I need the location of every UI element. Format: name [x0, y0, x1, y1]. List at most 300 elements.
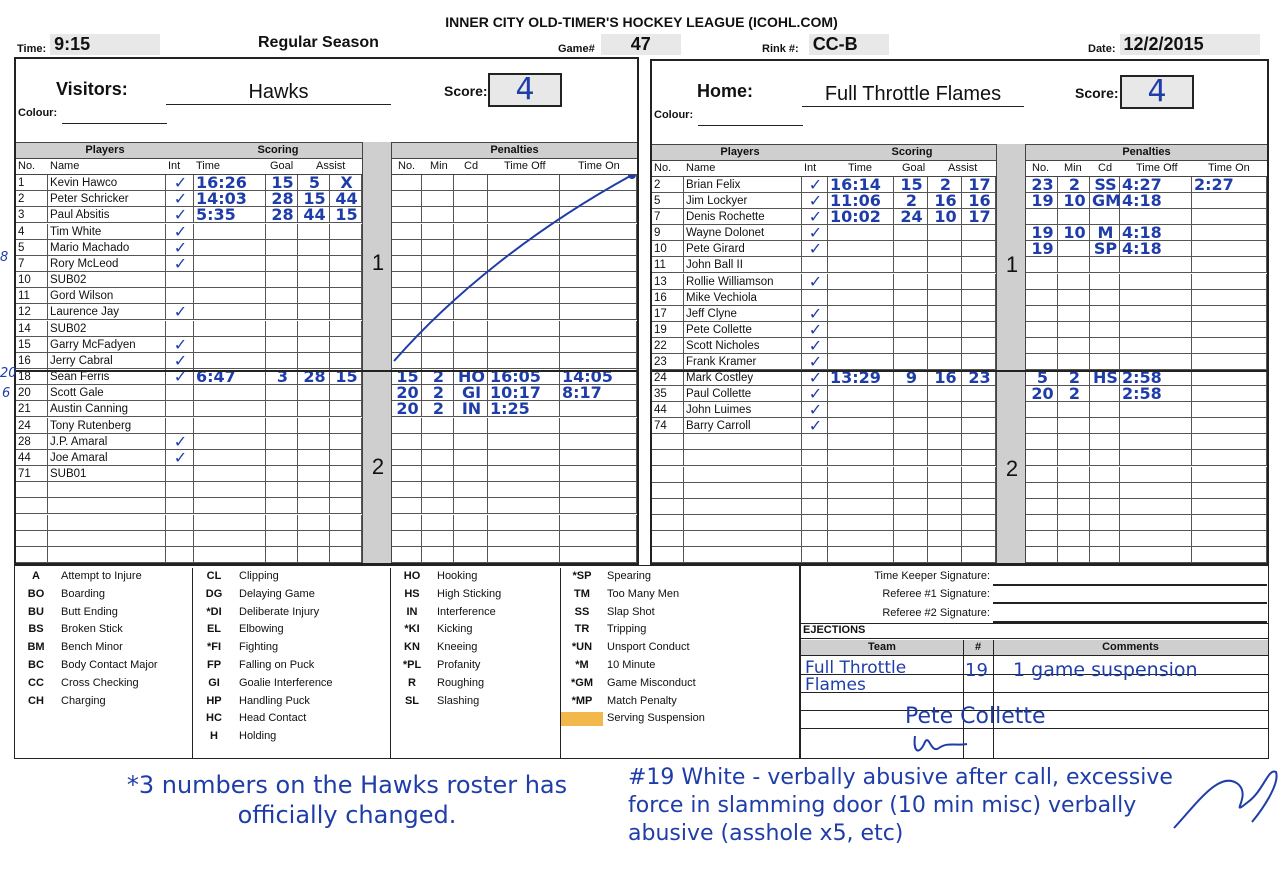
visitors-no-cell: 24: [16, 418, 48, 434]
home-assist2-cell: 23: [962, 370, 996, 386]
home-assist2-cell: [962, 402, 996, 418]
visitors-assist1-cell: [298, 450, 330, 466]
home-time-cell: 13:29: [828, 370, 894, 386]
legend-text: Profanity: [437, 658, 481, 671]
home-goal-cell: 15: [894, 177, 928, 193]
legend-text: Goalie Interference: [239, 676, 333, 689]
home-int-cell: ✓: [802, 225, 828, 241]
visitors-goal-cell: 3: [266, 369, 298, 385]
visitors-goal-cell: [266, 482, 298, 498]
visitors-goal-cell: [266, 304, 298, 320]
visitors-no-cell: [16, 482, 48, 498]
home-pen-cd-cell: [1090, 386, 1120, 402]
legend-code: *MP: [571, 694, 593, 707]
legend-text: Clipping: [239, 570, 279, 582]
home-no-cell: 74: [652, 418, 684, 434]
legend-col-3: [391, 568, 561, 758]
home-pen-cd-cell: [1090, 306, 1120, 322]
visitors-name-cell: [48, 515, 166, 531]
home-time-cell: [828, 290, 894, 306]
visitors-pen-no-cell: [392, 434, 422, 450]
table-row: [16, 498, 637, 514]
visitors-pen-no-cell: [392, 466, 422, 482]
legend-text: Deliberate Injury: [239, 605, 320, 618]
visitors-time-cell: [194, 304, 266, 320]
home-pen-min-cell: [1058, 483, 1090, 499]
legend-code: *SP: [572, 570, 592, 582]
legend-col-2: [193, 568, 391, 758]
legend-code: HP: [206, 694, 222, 707]
visitors-goal-cell: [266, 240, 298, 256]
visitors-assist2-cell: [330, 547, 362, 563]
visitors-no-cell: 5: [16, 240, 48, 256]
legend-code: KN: [404, 641, 420, 654]
home-int-cell: ✓: [802, 386, 828, 402]
legend-item: [193, 639, 390, 657]
home-assist2-cell: [962, 434, 996, 450]
visitors-assist2-cell: 15: [330, 207, 362, 223]
home-int-cell: ✓: [802, 193, 828, 209]
visitors-pen-cd-cell: [454, 450, 488, 466]
visitors-pen-cd-cell: HO: [454, 369, 488, 385]
home-assist1-cell: [928, 402, 962, 418]
home-pen-on-cell: [1192, 225, 1267, 241]
visitors-name-cell: Jerry Cabral: [48, 353, 166, 369]
visitors-name-cell: [48, 547, 166, 563]
table-row: [652, 225, 1267, 241]
home-name-cell: [684, 531, 802, 547]
visitors-no-cell: [16, 515, 48, 531]
table-row: [652, 450, 1267, 466]
table-row: [652, 483, 1267, 499]
home-time-cell: [828, 483, 894, 499]
visitors-no-cell: 11: [16, 288, 48, 304]
home-pen-no-cell: 19: [1026, 241, 1058, 257]
legend-col-4: [561, 568, 799, 758]
home-pen-off-cell: [1120, 515, 1192, 531]
home-name-cell: [684, 450, 802, 466]
home-assist1-cell: [928, 306, 962, 322]
visitors-assist1-cell: [298, 385, 330, 401]
home-no-cell: [652, 467, 684, 483]
home-pen-on-cell: [1192, 354, 1267, 370]
home-pen-min-cell: [1058, 499, 1090, 515]
home-assist1-cell: [928, 434, 962, 450]
visitors-time-cell: [194, 288, 266, 304]
home-pen-no-cell: [1026, 290, 1058, 306]
legend-code: GI: [208, 676, 220, 689]
home-assist2-cell: [962, 290, 996, 306]
home-int-cell: ✓: [802, 241, 828, 257]
home-assist2-cell: [962, 483, 996, 499]
home-pen-no-cell: 19: [1026, 225, 1058, 241]
visitors-int-cell: ✓: [166, 450, 194, 466]
home-int-col: Int: [804, 162, 817, 174]
legend-item: [193, 693, 390, 711]
home-pen-no-cell: [1026, 531, 1058, 547]
visitors-pen-cd-cell: IN: [454, 401, 488, 417]
visitors-pen-on-cell: [560, 450, 637, 466]
home-pen-off-cell: 4:18: [1120, 241, 1192, 257]
visitors-pen-off-cell: [488, 498, 560, 514]
legend-text: Tripping: [607, 623, 647, 636]
home-assist1-cell: [928, 483, 962, 499]
home-int-cell: [802, 467, 828, 483]
visitors-assist1-cell: [298, 547, 330, 563]
legend-text: Charging: [61, 694, 106, 707]
ejection-team: Full Throttle Flames: [805, 658, 907, 695]
home-assist2-cell: [962, 322, 996, 338]
home-assist1-cell: [928, 225, 962, 241]
visitors-int-cell: [166, 498, 194, 514]
visitors-time-cell: [194, 385, 266, 401]
home-pen-cd-cell: [1090, 531, 1120, 547]
ejections-team-col: Team: [868, 641, 896, 653]
home-pen-off-cell: [1120, 467, 1192, 483]
date-value: 12/2/2015: [1120, 34, 1260, 55]
home-pen-no-cell: [1026, 274, 1058, 290]
legend-code: BM: [27, 641, 45, 654]
visitors-name-cell: Tony Rutenberg: [48, 418, 166, 434]
home-pen-min-cell: [1058, 547, 1090, 563]
visitors-int-cell: [166, 547, 194, 563]
home-goal-cell: [894, 386, 928, 402]
home-name-cell: [684, 467, 802, 483]
home-header-band: [652, 144, 1267, 161]
visitors-no-cell: 71: [16, 466, 48, 482]
visitors-assist2-cell: [330, 434, 362, 450]
home-score: 4: [1120, 75, 1194, 109]
visitors-assist2-cell: [330, 321, 362, 337]
home-goal-cell: 2: [894, 193, 928, 209]
home-pen-min-cell: [1058, 531, 1090, 547]
home-time-cell: [828, 241, 894, 257]
home-pen-off-cell: 4:18: [1120, 193, 1192, 209]
home-pen-no-cell: [1026, 515, 1058, 531]
table-row: [652, 547, 1267, 563]
visitors-name-cell: J.P. Amaral: [48, 434, 166, 450]
visitors-assist2-cell: [330, 240, 362, 256]
table-row: [652, 434, 1267, 450]
legend-code: CL: [206, 570, 222, 582]
home-pen-min-cell: [1058, 290, 1090, 306]
visitors-no-cell: [16, 498, 48, 514]
visitors-assist2-cell: [330, 531, 362, 547]
home-panel: [650, 59, 1269, 565]
ejections-num-col: #: [974, 641, 982, 653]
home-goal-cell: [894, 257, 928, 273]
visitors-pen-off-cell: [488, 482, 560, 498]
visitors-goal-cell: [266, 531, 298, 547]
league-title: INNER CITY OLD-TIMER'S HOCKEY LEAGUE (ICOHL.COM): [445, 14, 838, 30]
home-goal-cell: [894, 322, 928, 338]
no-col: No.: [18, 160, 36, 172]
home-no-cell: 35: [652, 386, 684, 402]
home-goal-cell: [894, 338, 928, 354]
legend-text: Cross Checking: [61, 676, 139, 689]
visitors-goal-cell: 28: [266, 207, 298, 223]
goal-col: Goal: [270, 160, 294, 172]
home-int-cell: ✓: [802, 306, 828, 322]
visitors-name-cell: Scott Gale: [48, 385, 166, 401]
visitors-name-cell: Garry McFadyen: [48, 337, 166, 353]
visitors-no-cell: [16, 531, 48, 547]
home-pen-cd-cell: [1090, 274, 1120, 290]
home-time-cell: 16:14: [828, 177, 894, 193]
visitors-goal-cell: [266, 466, 298, 482]
ejection-signature-scribble: [911, 732, 971, 758]
legend-item: [561, 568, 799, 586]
table-row: [652, 499, 1267, 515]
home-pen-min-cell: [1058, 322, 1090, 338]
home-period-divider: [652, 370, 1267, 372]
legend-code: DG: [205, 587, 223, 600]
home-pen-off-cell: [1120, 483, 1192, 499]
margin-note-2: 20: [0, 366, 17, 381]
home-assist2-cell: [962, 547, 996, 563]
home-int-cell: ✓: [802, 402, 828, 418]
home-period-column: [996, 144, 1026, 563]
home-pen-min-cell: [1058, 306, 1090, 322]
visitors-goal-cell: [266, 385, 298, 401]
legend-code: EL: [206, 623, 222, 636]
visitors-pen-min-cell: 2: [422, 401, 454, 417]
note-misconduct: #19 White - verbally abusive after call, excessive force in slamming door (10 min misc) verbally abusive (asshole x5, etc): [628, 765, 1173, 846]
visitors-pen-cd-cell: GI: [454, 385, 488, 401]
home-pen-min-cell: [1058, 338, 1090, 354]
visitors-pen-cd-cell: [454, 434, 488, 450]
ejections-title: EJECTIONS: [801, 623, 1268, 639]
visitors-pen-off-cell: [488, 434, 560, 450]
home-assist1-cell: [928, 241, 962, 257]
legend-text: Kneeing: [437, 641, 478, 654]
home-pen-min-cell: [1058, 257, 1090, 273]
visitors-period-column: [362, 142, 392, 563]
home-assist1-cell: 10: [928, 209, 962, 225]
home-no-cell: 23: [652, 354, 684, 370]
home-pen-no-cell: 19: [1026, 193, 1058, 209]
visitors-assist1-cell: [298, 304, 330, 320]
time-label: Time:: [17, 43, 47, 55]
visitors-name-cell: Gord Wilson: [48, 288, 166, 304]
home-no-cell: [652, 547, 684, 563]
visitors-assist1-cell: 15: [298, 191, 330, 207]
home-int-cell: ✓: [802, 418, 828, 434]
period-2-label: 2: [371, 454, 385, 479]
home-pen-off-cell: [1120, 274, 1192, 290]
visitors-name-cell: Joe Amaral: [48, 450, 166, 466]
visitors-time-cell: [194, 482, 266, 498]
visitors-goal-cell: [266, 224, 298, 240]
home-no-cell: 10: [652, 241, 684, 257]
ejections-divider-2: [993, 640, 994, 758]
visitors-pen-on-cell: [560, 401, 637, 417]
legend-item: [15, 604, 192, 622]
legend-text: High Sticking: [437, 587, 502, 600]
visitors-pen-on-cell: [560, 531, 637, 547]
table-row: [16, 547, 637, 563]
visitors-name-cell: SUB02: [48, 272, 166, 288]
table-row: [16, 447, 637, 467]
home-assist1-cell: [928, 499, 962, 515]
visitors-assist2-cell: [330, 401, 362, 417]
home-no-cell: [652, 434, 684, 450]
home-assist1-cell: 2: [928, 177, 962, 193]
legend-text: Attempt to Injure: [61, 570, 142, 582]
home-pen-no-cell: 23: [1026, 177, 1058, 193]
visitors-time-cell: 6:47: [194, 369, 266, 385]
legend-code: BU: [28, 605, 44, 618]
home-pen-no-cell: [1026, 499, 1058, 515]
home-name-cell: Paul Collette: [684, 386, 802, 402]
legend-item: [561, 621, 799, 639]
visitors-int-cell: [166, 272, 194, 288]
home-no-cell: 17: [652, 306, 684, 322]
visitors-no-cell: 12: [16, 304, 48, 320]
visitors-time-cell: 16:26: [194, 175, 266, 191]
home-pen-off-cell: [1120, 322, 1192, 338]
home-pen-off-cell: [1120, 402, 1192, 418]
visitors-pen-min-cell: 2: [422, 385, 454, 401]
home-period-2-label: 2: [1005, 456, 1019, 481]
legend-text: Butt Ending: [61, 605, 118, 618]
home-subheader: [652, 161, 1267, 177]
home-pen-on-cell: [1192, 257, 1267, 273]
home-pen-on-cell: [1192, 290, 1267, 306]
table-row: [652, 467, 1267, 483]
visitors-assist2-cell: [330, 515, 362, 531]
legend-text: Game Misconduct: [607, 676, 696, 689]
home-pen-cd-cell: SS: [1090, 177, 1120, 193]
visitors-time-cell: [194, 418, 266, 434]
visitors-no-cell: 28: [16, 434, 48, 450]
table-row: [16, 401, 637, 417]
home-pen-on-cell: [1192, 483, 1267, 499]
legend-text: 10 Minute: [607, 658, 656, 671]
home-pen-min-col: Min: [1064, 162, 1082, 174]
table-row: [652, 402, 1267, 418]
visitors-assist1-cell: [298, 401, 330, 417]
margin-note-3: 6: [2, 386, 11, 401]
visitors-assist2-cell: [330, 224, 362, 240]
visitors-goal-cell: [266, 515, 298, 531]
home-pen-off-cell: [1120, 338, 1192, 354]
pen-no-col: No.: [398, 160, 416, 172]
legend-code: HC: [206, 712, 222, 725]
table-row: [652, 290, 1267, 306]
legend-text: Bench Minor: [61, 641, 123, 654]
legend-text: Delaying Game: [239, 587, 315, 600]
visitors-assist1-cell: [298, 531, 330, 547]
visitors-time-cell: [194, 401, 266, 417]
home-name-cell: [684, 499, 802, 515]
visitors-pen-cd-cell: [454, 466, 488, 482]
visitors-assist2-cell: 15: [330, 369, 362, 385]
home-name-cell: Brian Felix: [684, 177, 802, 193]
legend-code: HO: [403, 570, 421, 582]
visitors-pen-no-cell: [392, 515, 422, 531]
home-goal-cell: [894, 306, 928, 322]
visitors-int-cell: ✓: [166, 337, 194, 353]
visitors-int-cell: ✓: [166, 207, 194, 223]
home-no-cell: 5: [652, 193, 684, 209]
visitors-pen-off-cell: 16:05: [488, 369, 560, 385]
home-pen-no-cell: [1026, 257, 1058, 273]
visitors-no-cell: 15: [16, 337, 48, 353]
visitors-pen-no-cell: [392, 547, 422, 563]
home-assist2-cell: 17: [962, 177, 996, 193]
visitors-int-cell: ✓: [166, 175, 194, 191]
visitors-assist2-cell: [330, 272, 362, 288]
legend-code: [561, 712, 603, 726]
table-row: [16, 385, 637, 401]
legend-item: [561, 710, 799, 728]
pen-min-col: Min: [430, 160, 448, 172]
home-int-cell: [802, 450, 828, 466]
note-signature-scribble: [1168, 762, 1280, 836]
visitors-pen-cd-cell: [454, 498, 488, 514]
home-goal-cell: [894, 434, 928, 450]
legend-code: R: [408, 676, 416, 689]
visitors-goal-cell: 15: [266, 175, 298, 191]
visitors-int-cell: [166, 482, 194, 498]
visitors-assist1-cell: [298, 482, 330, 498]
table-row: [16, 531, 637, 547]
visitors-int-cell: ✓: [166, 256, 194, 272]
home-name-cell: John Ball II: [684, 257, 802, 273]
home-goal-cell: [894, 483, 928, 499]
ref2-sig-label: Referee #2 Signature:: [882, 607, 990, 619]
visitors-assist1-cell: [298, 321, 330, 337]
home-pen-cd-cell: GM: [1092, 191, 1122, 211]
visitors-score-label: Score:: [444, 83, 488, 99]
home-name-cell: Rollie Williamson: [684, 274, 802, 290]
legend-text: Roughing: [437, 676, 485, 689]
visitors-name-cell: [48, 498, 166, 514]
home-goal-cell: [894, 467, 928, 483]
home-no-cell: [652, 531, 684, 547]
table-row: [652, 303, 1267, 323]
name-col: Name: [50, 160, 80, 172]
home-pen-no-col: No.: [1032, 162, 1050, 174]
legend-code: HS: [404, 587, 420, 600]
rink-label: Rink #:: [762, 43, 799, 55]
legend-code: TM: [574, 587, 590, 600]
home-pen-no-cell: [1026, 338, 1058, 354]
visitors-name-cell: Paul Absitis: [48, 207, 166, 223]
home-time-cell: [828, 274, 894, 290]
home-assist2-cell: 16: [962, 193, 996, 209]
visitors-assist2-cell: [330, 256, 362, 272]
table-row: [652, 209, 1267, 225]
visitors-name-cell: SUB02: [48, 321, 166, 337]
home-assist1-cell: [928, 515, 962, 531]
visitors-time-cell: [194, 515, 266, 531]
visitors-pen-off-cell: 1:25: [488, 401, 560, 417]
visitors-int-cell: [166, 466, 194, 482]
home-time-cell: [828, 306, 894, 322]
margin-note-1: 8: [0, 250, 9, 265]
home-name-cell: Wayne Dolonet: [684, 225, 802, 241]
rink-value: CC-B: [809, 34, 889, 55]
home-assist1-cell: [928, 531, 962, 547]
table-row: [652, 257, 1267, 273]
home-int-cell: ✓: [802, 338, 828, 354]
home-pen-no-cell: [1026, 402, 1058, 418]
home-int-cell: ✓: [802, 354, 828, 370]
ejection-player-name: Pete Collette: [905, 704, 1046, 729]
visitors-pen-on-cell: [560, 418, 637, 434]
